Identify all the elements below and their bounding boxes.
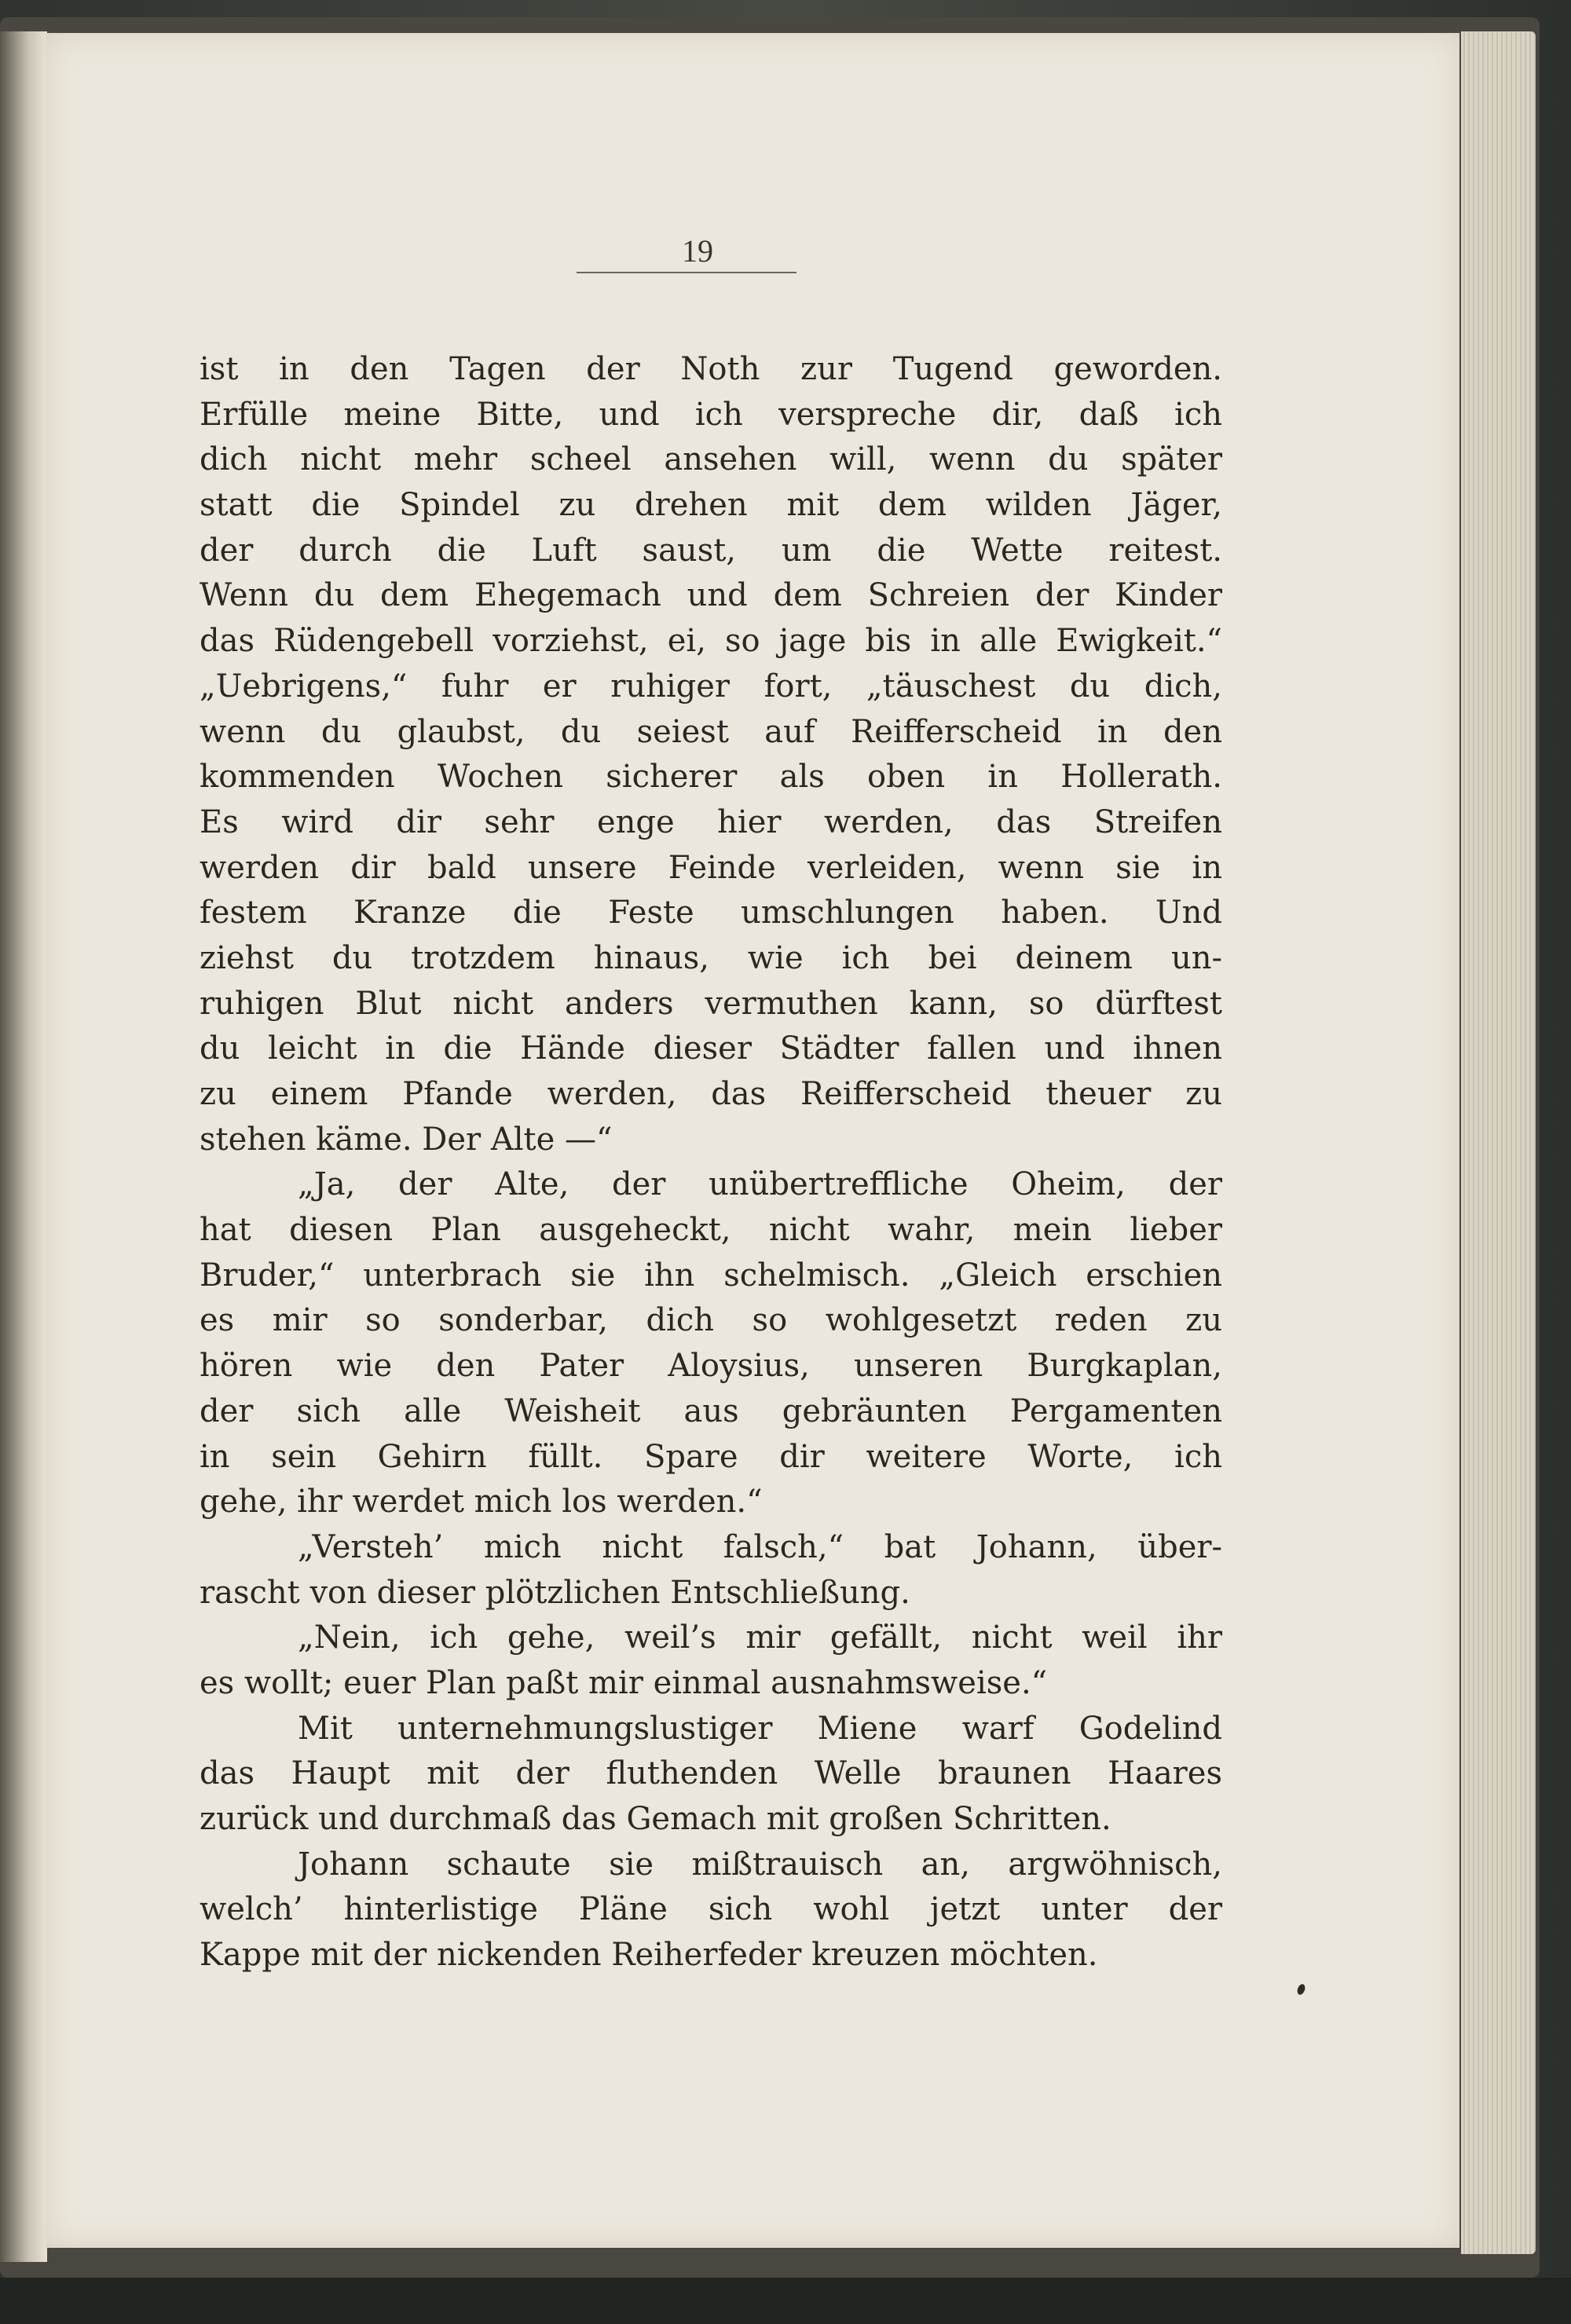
text-line: „Versteh’ mich nicht falsch,“ bat Johann, über- bbox=[298, 1528, 1222, 1565]
text-line: Johann schaute sie mißtrauisch an, argwöhnisch, bbox=[298, 1846, 1222, 1883]
page-edges bbox=[1461, 31, 1536, 2254]
book-page bbox=[46, 33, 1459, 2248]
header-rule bbox=[577, 272, 796, 273]
text-line: der sich alle Weisheit aus gebräunten Pergamenten bbox=[200, 1393, 1222, 1429]
text-line: Bruder,“ unterbrach sie ihn schelmisch. „Gleich erschien bbox=[200, 1257, 1222, 1294]
text-line: „Nein, ich gehe, weil’s mir gefällt, nicht weil ihr bbox=[298, 1619, 1222, 1656]
text-line: stehen käme. Der Alte —“ bbox=[200, 1121, 613, 1158]
text-line: gehe, ihr werdet mich los werden.“ bbox=[200, 1484, 763, 1521]
text-line: ziehst du trotzdem hinaus, wie ich bei deinem un- bbox=[200, 939, 1222, 976]
text-line: dich nicht mehr scheel ansehen will, wenn du später bbox=[200, 441, 1222, 478]
text-line: es mir so sonderbar, dich so wohlgesetzt reden zu bbox=[200, 1302, 1222, 1339]
text-line: rascht von dieser plötzlichen Entschließung. bbox=[200, 1574, 910, 1611]
text-line: es wollt; euer Plan paßt mir einmal ausnahmsweise.“ bbox=[200, 1664, 1048, 1701]
text-line: werden dir bald unsere Feinde verleiden, wenn sie in bbox=[200, 849, 1222, 886]
text-line: festem Kranze die Feste umschlungen haben. Und bbox=[200, 895, 1222, 931]
text-line: „Uebrigens,“ fuhr er ruhiger fort, „täuschest du dich, bbox=[200, 668, 1222, 705]
text-line: Wenn du dem Ehegemach und dem Schreien der Kinder bbox=[200, 577, 1222, 614]
text-line: der durch die Luft saust, um die Wette reitest. bbox=[200, 532, 1222, 569]
text-line: Kappe mit der nickenden Reiherfeder kreuzen möchten. bbox=[200, 1937, 1098, 1974]
text-line: Es wird dir sehr enge hier werden, das Streifen bbox=[200, 803, 1222, 840]
text-line: ist in den Tagen der Noth zur Tugend geworden. bbox=[200, 351, 1222, 387]
text-line: Erfülle meine Bitte, und ich verspreche dir, daß ich bbox=[200, 396, 1222, 433]
book-gutter bbox=[0, 31, 47, 2262]
body-text bbox=[200, 347, 1222, 1978]
text-line: wenn du glaubst, du seiest auf Reifferscheid in den bbox=[200, 713, 1222, 750]
text-line: hat diesen Plan ausgeheckt, nicht wahr, mein lieber bbox=[200, 1212, 1222, 1249]
text-line: zurück und durchmaß das Gemach mit großen Schritten. bbox=[200, 1801, 1111, 1837]
text-line: hören wie den Pater Aloysius, unseren Burgkaplan, bbox=[200, 1348, 1222, 1385]
text-line: zu einem Pfande werden, das Reifferscheid theuer zu bbox=[200, 1076, 1222, 1112]
ink-speck bbox=[1296, 1983, 1306, 1996]
text-line: welch’ hinterlistige Pläne sich wohl jetzt unter der bbox=[200, 1891, 1222, 1928]
text-line: das Haupt mit der fluthenden Welle braunen Haares bbox=[200, 1755, 1222, 1792]
text-line: das Rüdengebell vorziehst, ei, so jage bis in alle Ewigkeit.“ bbox=[200, 623, 1222, 660]
page-number: 19 bbox=[682, 233, 713, 269]
text-line: „Ja, der Alte, der unübertreffliche Oheim, der bbox=[298, 1166, 1222, 1203]
scan-bottom-strip bbox=[0, 2278, 1571, 2324]
text-line: statt die Spindel zu drehen mit dem wilden Jäger, bbox=[200, 487, 1222, 524]
text-line: ruhigen Blut nicht anders vermuthen kann, so dürftest bbox=[200, 985, 1222, 1022]
text-line: Mit unternehmungslustiger Miene warf Godelind bbox=[298, 1710, 1222, 1747]
text-line: in sein Gehirn füllt. Spare dir weitere Worte, ich bbox=[200, 1438, 1222, 1475]
text-line: kommenden Wochen sicherer als oben in Hollerath. bbox=[200, 759, 1222, 796]
text-line: du leicht in die Hände dieser Städter fallen und ihnen bbox=[200, 1030, 1222, 1067]
